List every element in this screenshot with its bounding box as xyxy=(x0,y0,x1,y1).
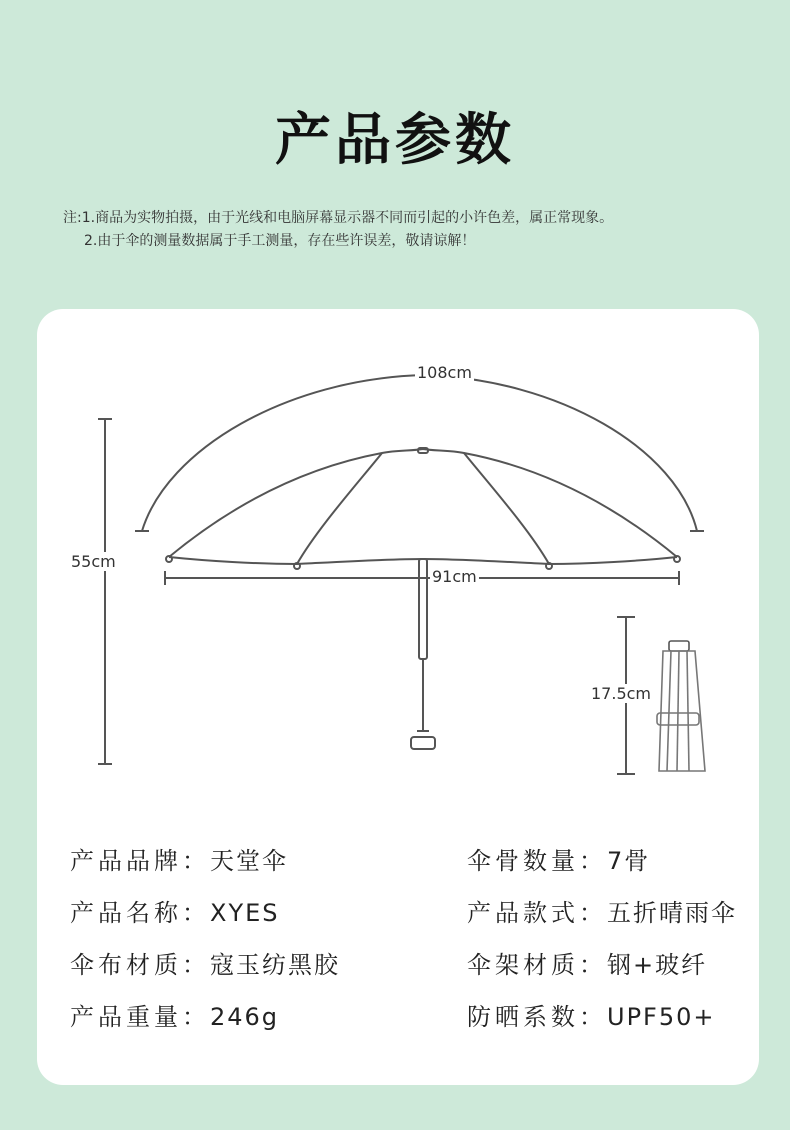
spec-rib-count: 伞骨数量：7骨 xyxy=(467,847,651,875)
spec-style: 产品款式：五折晴雨伞 xyxy=(467,899,737,927)
spec-weight: 产品重量：246g xyxy=(70,1003,280,1031)
arc-length-label: 108cm xyxy=(417,363,472,382)
canopy-outline xyxy=(169,449,677,557)
spec-name: 产品名称：XYES xyxy=(70,899,280,927)
folded-length-label: 17.5cm xyxy=(591,684,652,703)
canopy-panel xyxy=(464,453,549,564)
folded-umbrella xyxy=(657,641,705,771)
canopy-panel xyxy=(297,453,382,564)
spec-brand: 产品品牌：天堂伞 xyxy=(70,847,288,875)
note-line-2: 2.由于伞的测量数据属于手工测量，存在些许误差，敬请谅解！ xyxy=(84,233,476,249)
spec-fabric: 伞布材质：寇玉纺黑胶 xyxy=(70,951,340,979)
spec-frame: 伞架材质：钢+玻纤 xyxy=(467,951,708,979)
spec-upf: 防晒系数：UPF50+ xyxy=(467,1003,716,1031)
note-line-1: 注:1.商品为实物拍摄，由于光线和电脑屏幕显示器不同而引起的小许色差，属正常现象。 xyxy=(63,210,614,226)
diameter-label: 91cm xyxy=(432,567,477,586)
umbrella-diagram xyxy=(37,309,759,809)
height-label: 55cm xyxy=(71,552,116,571)
spec-card xyxy=(37,309,759,1085)
page-title: 产品参数 xyxy=(275,108,515,173)
